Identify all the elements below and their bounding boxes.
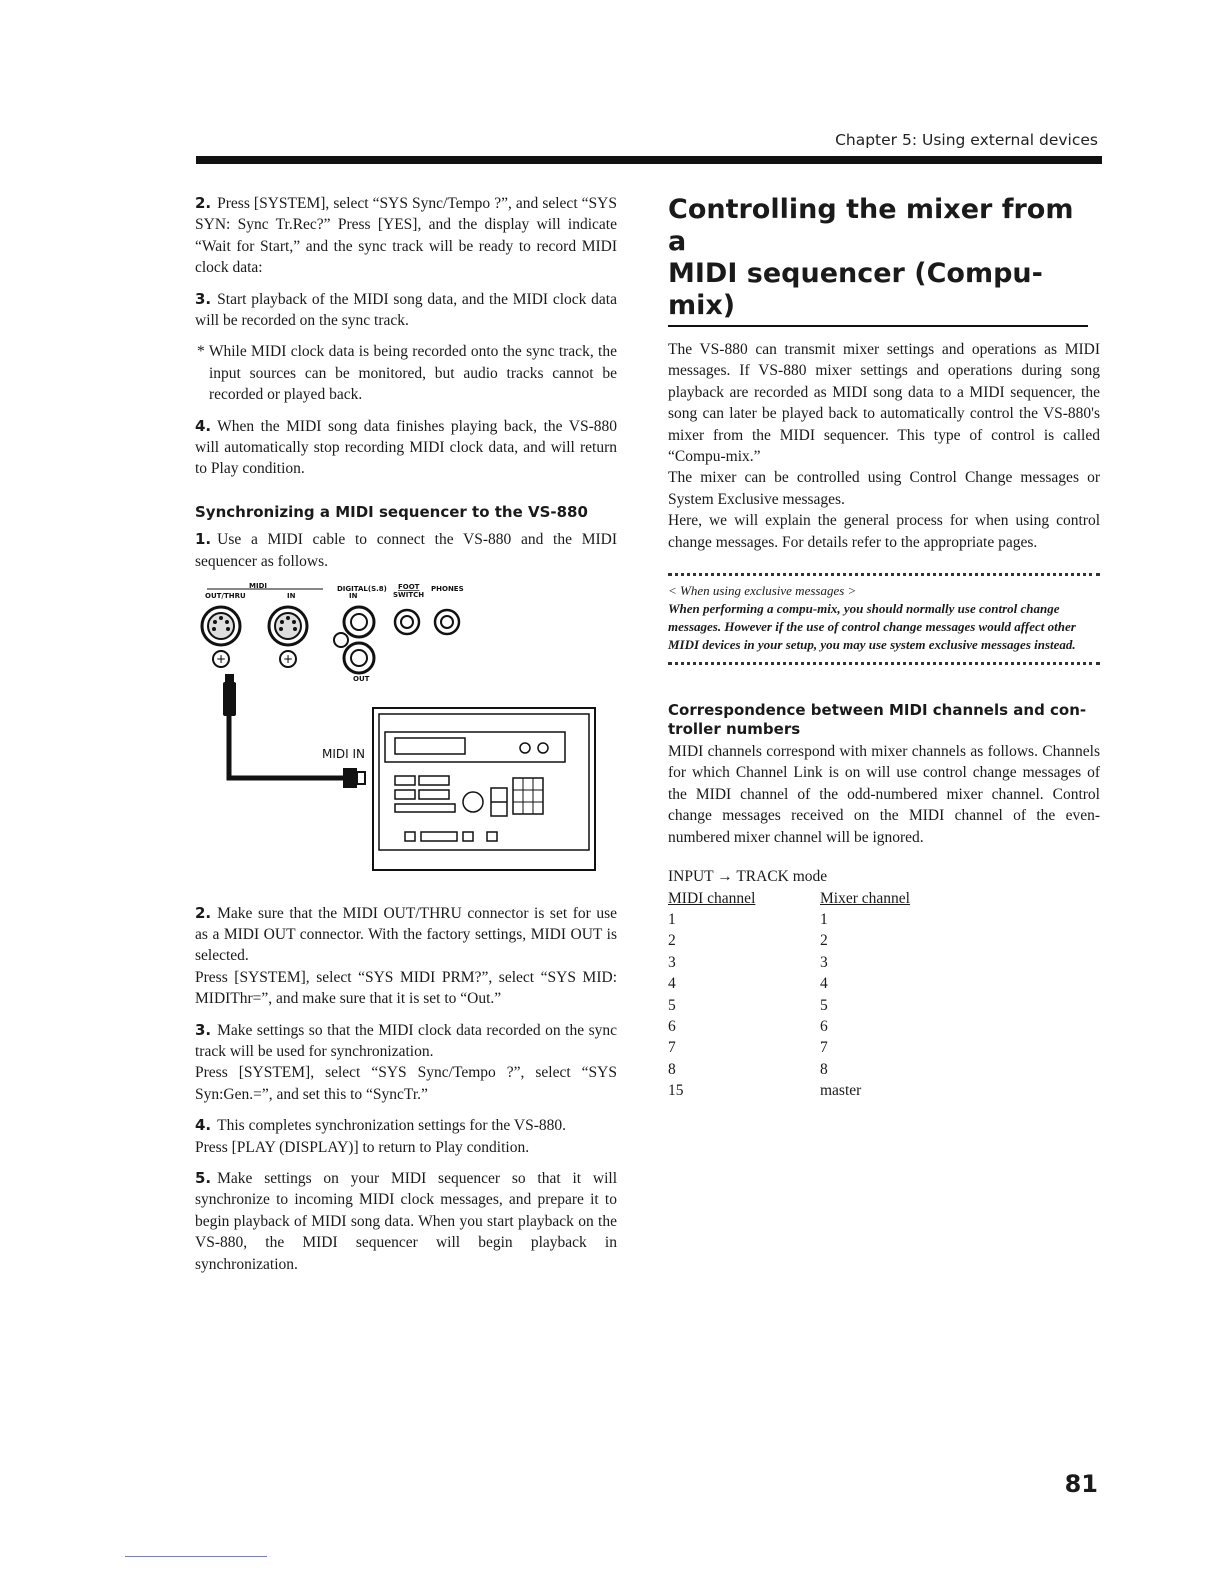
midi-cell: 1: [668, 910, 676, 928]
step-2: [195, 193, 617, 279]
exclusive-note-text: When performing a compu-mix, you should normally use control change messages. However if the use of control change messages would affect other MIDI devices in your setup, you may use system exclusive messages instead.: [668, 601, 1076, 653]
midi-cell: 15: [668, 1082, 684, 1100]
table-row: [668, 973, 910, 994]
note-text: While MIDI clock data is being recorded onto the sync track, the input sources can be monitored, but audio tracks cannot be recorded or played back.: [208, 343, 617, 404]
step-number: 4.: [195, 416, 212, 435]
midi-cell: 8: [668, 1060, 676, 1078]
step-text: Press [SYSTEM], select “SYS Sync/Tempo ?”, and select “SYS SYN: Sync Tr.Rec?” Press [YES], and the display will indicate “Wait for Start,” and the sync track will be ready to record MIDI clock data:: [195, 195, 617, 277]
channel-table: [668, 888, 910, 1102]
mixer-cell: 8: [820, 1060, 828, 1078]
step-text: Make sure that the MIDI OUT/THRU connector is set for use as a MIDI OUT connector. With the factory settings, MIDI OUT is selected.: [195, 904, 617, 965]
step-text-2: Press [SYSTEM], select “SYS Sync/Tempo ?”, select “SYS Syn:Gen.=”, and set this to “SyncTr.”: [195, 1064, 617, 1103]
note-mark: *: [197, 343, 205, 361]
midi-connection-illustration: [195, 582, 605, 882]
midi-cell: 2: [668, 932, 676, 950]
step-number: 4.: [195, 1116, 212, 1135]
mixer-cell: 4: [820, 975, 828, 993]
switch-label: SWITCH: [393, 591, 425, 600]
correspondence-subheading: [668, 701, 1100, 739]
chapter-header: Chapter 5: Using external devices: [835, 131, 1098, 149]
dotted-divider: [668, 573, 1100, 576]
step-text-2: Press [SYSTEM], select “SYS MIDI PRM?”, select “SYS MID: MIDIThr=”, and make sure that it is set to “Out.”: [195, 968, 617, 1008]
table-row: [668, 995, 910, 1016]
out-thru-label: OUT/THRU: [205, 592, 246, 601]
midi-label: MIDI: [249, 582, 267, 591]
digital-label: DIGITAL(S.8): [337, 585, 387, 594]
mixer-cell: 3: [820, 953, 828, 971]
step-text: Make settings so that the MIDI clock data recorded on the sync track will be used for synchronization.: [195, 1021, 617, 1060]
section-title: [668, 194, 1088, 327]
step-3: [195, 289, 617, 332]
step-4: [195, 416, 617, 480]
footer-line: [125, 1556, 267, 1557]
phones-label: PHONES: [431, 585, 464, 594]
right-column: [668, 193, 1100, 1102]
subheading-line-1: Correspondence between MIDI channels and con-: [668, 701, 1087, 720]
subheading-line-2: troller numbers: [668, 720, 801, 739]
sync-step-3: [195, 1020, 617, 1106]
section-subheading: Synchronizing a MIDI sequencer to the VS-880: [195, 502, 588, 521]
svg-text:+: +: [216, 652, 227, 667]
mixer-cell: master: [820, 1082, 862, 1100]
table-row: [668, 930, 910, 951]
table-row: [668, 1037, 910, 1058]
foot-switch-jack: [395, 610, 419, 634]
section-title-line-1: Controlling the mixer from a: [668, 194, 1074, 257]
step-text: Make settings on your MIDI sequencer so that it will synchronize to incoming MIDI clock messages, and prepare it to begin playback of MIDI song data. When you start playback on the VS-880, the MIDI sequencer will begin playback in synchronization.: [195, 1169, 617, 1273]
sync-step-1: [195, 529, 617, 572]
explain-paragraph: Here, we will explain the general process for when using control change messages. For details refer to the appropriate pages.: [668, 512, 1100, 551]
in-label: IN: [287, 592, 296, 601]
dotted-divider: [668, 662, 1100, 665]
step-text: When the MIDI song data finishes playing back, the VS-880 will automatically stop recording MIDI clock data, and will return to Play condition.: [195, 417, 617, 478]
midi-sequencer-device: [322, 708, 595, 870]
note: [195, 341, 617, 405]
mixer-cell: 1: [820, 910, 828, 928]
midi-in-connector: [269, 607, 307, 667]
exclusive-note-title: < When using exclusive messages >: [668, 583, 857, 599]
left-column: [195, 193, 617, 1285]
step-text-2: Press [PLAY (DISPLAY)] to return to Play condition.: [195, 1138, 530, 1156]
sync-step-4: [195, 1115, 617, 1158]
svg-text:+: +: [283, 652, 294, 667]
mixer-cell: 5: [820, 996, 828, 1014]
midi-channel-header: MIDI channel: [668, 889, 756, 907]
phones-jack: [435, 610, 459, 634]
table-row: [668, 1059, 910, 1080]
digital-jacks: [334, 607, 374, 673]
midi-in-device-label: MIDI IN: [322, 747, 366, 762]
digital-in-label: IN: [349, 592, 358, 601]
midi-cell: 4: [668, 975, 676, 993]
out-label: OUT: [353, 675, 370, 684]
connection-diagram: [195, 582, 617, 888]
control-paragraph: The mixer can be controlled using Control Change messages or System Exclusive messages.: [668, 469, 1100, 508]
step-number: 3.: [195, 1020, 212, 1039]
step-number: 1.: [195, 530, 212, 549]
section-title-line-2: MIDI sequencer (Compu-mix): [668, 258, 1043, 321]
midi-cell: 7: [668, 1039, 676, 1057]
sync-step-5: [195, 1168, 617, 1275]
header-rule: [196, 156, 1102, 164]
table-header-row: [668, 888, 910, 909]
table-row: [668, 1016, 910, 1037]
step-number: 5.: [195, 1168, 212, 1187]
page-number: 81: [1064, 1470, 1098, 1498]
table-row: [668, 1080, 910, 1101]
mode-label: INPUT → TRACK mode: [668, 868, 828, 886]
midi-cell: 5: [668, 996, 676, 1014]
midi-cell: 3: [668, 953, 676, 971]
step-number: 2.: [195, 903, 212, 922]
channels-paragraph: MIDI channels correspond with mixer channels as follows. Channels for which Channel Link is on will use control change messages of the MIDI channel of the odd-numbered mixer channel. Control change messages received on the MIDI channel of the even-numbered mixer channel will be ignored.: [668, 743, 1100, 846]
mixer-cell: 2: [820, 932, 828, 950]
mixer-channel-header: Mixer channel: [820, 889, 910, 907]
mixer-cell: 6: [820, 1017, 828, 1035]
sync-step-2: [195, 903, 617, 1010]
step-number: 2.: [195, 194, 212, 212]
midi-cell: 6: [668, 1017, 676, 1035]
step-number: 3.: [195, 289, 212, 308]
foot-label: FOOT: [398, 583, 420, 592]
step-text: Start playback of the MIDI song data, and the MIDI clock data will be recorded on the sync track.: [195, 290, 617, 330]
mixer-cell: 7: [820, 1039, 828, 1057]
step-text: Use a MIDI cable to connect the VS-880 and the MIDI sequencer as follows.: [195, 531, 617, 570]
midi-cable: [223, 674, 365, 788]
midi-out-connector: [202, 607, 240, 667]
table-row: [668, 909, 910, 930]
step-text: This completes synchronization settings for the VS-880.: [217, 1117, 566, 1135]
intro-paragraph: The VS-880 can transmit mixer settings and operations as MIDI messages. If VS-880 mixer settings and operations during song playback are recorded as MIDI song data to a MIDI sequencer, the song can later be played back to automatically control the VS-880's mixer from the MIDI sequencer. This type of control is called “Compu-mix.”: [668, 341, 1100, 466]
table-row: [668, 952, 910, 973]
